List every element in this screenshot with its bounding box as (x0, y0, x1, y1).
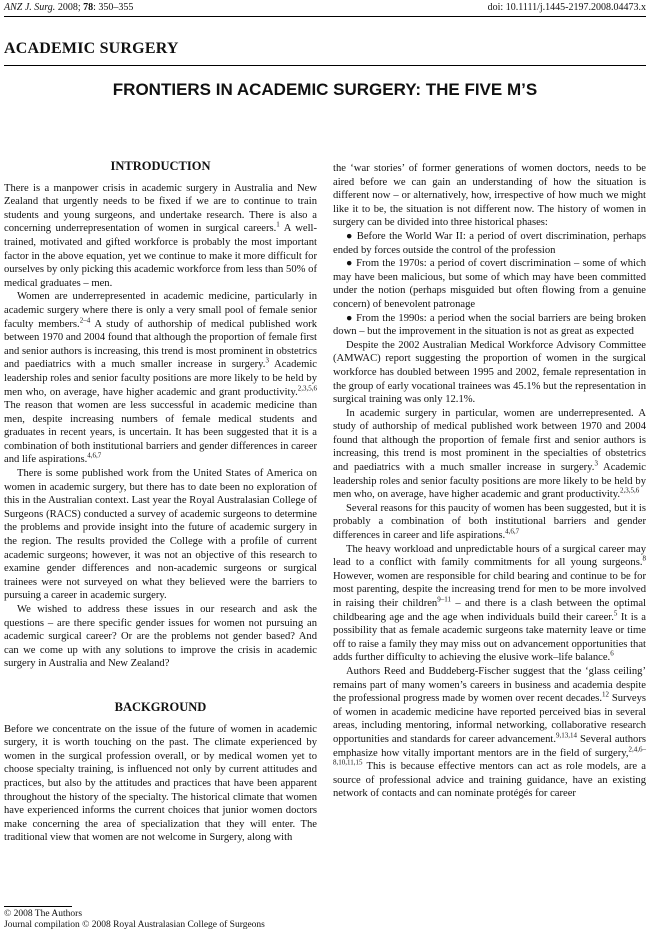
citation-volume: 78 (83, 2, 94, 13)
intro-p1b-text: A well-trained, motivated and gifted workforce is probably the most important factor in the above equation, yet we continue to make it more difficult for ourselves by only picking this academic workforce from less than 50% of medical graduates – men. (4, 223, 318, 289)
section-label: ACADEMIC SURGERY (4, 40, 179, 57)
right-p2b-text: Academic leadership roles and senior faculty positions are more likely to be held by men who, on average, have higher academic and grant productivity. (333, 462, 646, 501)
intro-paragraph-2 (4, 290, 317, 467)
citation-ref: 2,4,6–8,10,11,15 (333, 745, 646, 767)
citation-ref: 5 (613, 609, 618, 618)
right-p5b-text: Surveys of women in academic medicine have reported perceived bias in several areas, including mentoring, informal networking, collaborative research opportunities and standards for career advancement. (333, 693, 646, 745)
right-p4d-text: It is a possibility that as female academic surgeons take maternity leave or time off to raise a family they may miss out on advancement opportunities that adds further difficulty to achieving the elusive work–life balance. (333, 611, 646, 664)
citation-ref: 1 (276, 220, 280, 229)
article-title: FRONTIERS IN ACADEMIC SURGERY: THE FIVE M’S (112, 80, 538, 99)
right-p4b-text: However, women are responsible for child bearing and continue to be for most parenting, despite the increasing trend for men to be more involved in raising their children (333, 570, 646, 609)
citation-ref: 6 (610, 649, 614, 658)
left-column (4, 160, 317, 845)
introduction-heading: INTRODUCTION (110, 159, 211, 173)
citation-ref: 2–4 (79, 316, 91, 324)
right-paragraph-3 (333, 502, 646, 543)
copyright-line-1: © 2008 The Authors (4, 909, 83, 919)
section-rule (4, 65, 646, 66)
citation-ref: 3 (594, 459, 598, 468)
history-bullet-3: ● From the 1990s: a period when the social barriers are being broken down – but the improvement in the situation is not as great as expected (333, 312, 646, 338)
citation-ref: 4,6,7 (87, 451, 102, 460)
intro-p2d-text: The reason that women are less successful in academic medicine than men, despite increasing numbers of female medical students and graduates in recent years, is uncertain. It has been suggested that it is a combination of both institutional barriers and gender differences in career and life aspirations. (4, 400, 317, 466)
intro-paragraph-3: There is some published work from the United States of America on women in academic surgery, but there has to date been no exploration of this in the Australian context. Last year the Royal Australasian College of Surgeons (RACS) conducted a survey of academic surgeons to determine the problems and provide insight into the future of academic surgery in the region. The results provided the College with a profile of current academic surgeons; however, it was not an objective of this research to examine gender differences and non-academic surgeons or surgical trainees were not surveyed on what they believed were the barriers to pursuing a career in academic surgery. (4, 468, 317, 602)
header-rule (4, 16, 646, 17)
intro-p1-text: There is a manpower crisis in academic surgery in Australia and New Zealand that urgently needs to be fixed if we are to continue to train students and young surgeons, and undertake research. There is also a concerning underrepresentation of women in surgical careers. (4, 182, 317, 235)
right-paragraph-4 (333, 543, 646, 665)
footer-rule (4, 906, 72, 907)
right-p3a-text: Several reasons for this paucity of women has been suggested, but it is probably a combination of both institutional barriers and gender differences in career and life aspirations. (333, 502, 646, 542)
right-p5d-text: This is because effective mentors can act as role models, are a source of professional advice and training guidance, have an existing network of contacts and can nominate protégés for career (333, 761, 646, 800)
right-p5a-text: Authors Reed and Buddeberg-Fischer suggest that the ‘glass ceiling’ remains part of many women’s careers in business and academia despite the professional progress made by women over recent decades. (333, 665, 646, 705)
citation-ref: 8 (642, 554, 646, 563)
citation-ref: 4,6,7 (505, 527, 520, 536)
journal-citation (4, 2, 133, 13)
right-p4c-text: – and there is a clash between the optimal childbearing age and the age when individuals build their career. (333, 598, 646, 623)
citation-year: 2008; (55, 2, 84, 13)
journal-name: ANZ J. Surg. (4, 2, 56, 13)
citation-ref: 9,13,14 (556, 731, 578, 740)
right-paragraph-1: Despite the 2002 Australian Medical Workforce Advisory Committee (AMWAC) report suggesting the proportion of women in the surgical workforce has doubled between 1995 and 2002, female representation in the group of early vocational trainees was 45.1% but the representation in surgical training was only 12.1%. (333, 339, 646, 406)
citation-ref: 9–11 (437, 595, 451, 604)
doi: doi: 10.1111/j.1445-2197.2008.04473.x (487, 2, 646, 13)
background-heading: BACKGROUND (114, 699, 207, 714)
citation-ref: 2,3,5,6 (620, 486, 640, 495)
citation-ref: 12 (602, 690, 609, 699)
history-bullet-2: ● From the 1970s: a period of covert discrimination – some of which may have been malicious, but some of which may have been committed under the notion (perhaps misguided but often flowing from a genuine concern) of benevolent patronage (333, 258, 646, 310)
right-p4a-text: The heavy workload and unpredictable hours of a surgical career may lead to a conflict with family commitments for all young surgeons. (333, 543, 646, 569)
history-bullet-1: ● Before the World War II: a period of overt discrimination, perhaps ended by forces outside the control of the profession (333, 230, 646, 256)
intro-p2c-text: Academic leadership roles and senior faculty positions are more likely to be held by men who, on average, have higher academic and grant productivity. (4, 359, 317, 398)
citation-pages: : 350–355 (93, 2, 134, 13)
right-p2a-text: In academic surgery in particular, women are underrepresented. A study of authorship of medical published work between 1970 and 2004 found that although the proportion of female first and senior authors is increasing, this trend is most prominent in the specialties of obstetrics and paediatrics with a much smaller increase in surgery. (333, 407, 646, 474)
intro-paragraph-1 (4, 182, 317, 291)
right-paragraph-5 (333, 665, 646, 801)
intro-p2a-text: Women are underrepresented in academic medicine, particularly in academic surgery where there is only a very small pool of female senior faculty members. (4, 291, 317, 330)
citation-ref: 2,3,5,6 (297, 383, 317, 392)
citation-ref: 3 (265, 356, 269, 365)
copyright-footer (4, 909, 265, 931)
intro-p2b-text: A study of authorship of medical published work between 1970 and 2004 found that although the proportion of female first and senior authors is increasing, this trend is most prominent in obstetrics and paediatrics with a much smaller increase in surgery. (4, 318, 317, 371)
right-paragraph-0: the ‘war stories’ of former generations of women doctors, needs to be aired before we can gain an understanding of how the situation is different now – or alternatively, how, irrespective of how much we might like it to be, the situation is not different now. The history of women in surgery can be divided into three historical phases: (333, 163, 646, 229)
right-paragraph-2 (333, 407, 646, 502)
right-column (333, 162, 646, 801)
copyright-line-2: Journal compilation © 2008 Royal Australasian College of Surgeons (4, 920, 265, 930)
right-p5c-text: Several authors emphasize how vitally important mentors are in the field of surgery, (333, 733, 647, 759)
background-paragraph-1: Before we concentrate on the issue of the future of women in academic surgery, it is worth touching on the past. The climate experienced by women in the surgical profession overall, or by medical women yet to choose specialty training, is influenced not only by current attitudes and practices, but also by the attitudes and practices that have been apparent throughout the history of the specialty. The historical climate that women have experienced informs the current choices that junior women doctors make concerning the area of specialization that they will enter. The traditional view that women are not welcome in Surgery, along with (4, 723, 317, 844)
intro-paragraph-4: We wished to address these issues in our research and ask the questions – are there specific gender issues for women not pursuing an academic surgical career? Or are the problems not gender based? And can we come up with any solutions to improve the crisis in academic surgery in Australia and New Zealand? (4, 604, 317, 670)
